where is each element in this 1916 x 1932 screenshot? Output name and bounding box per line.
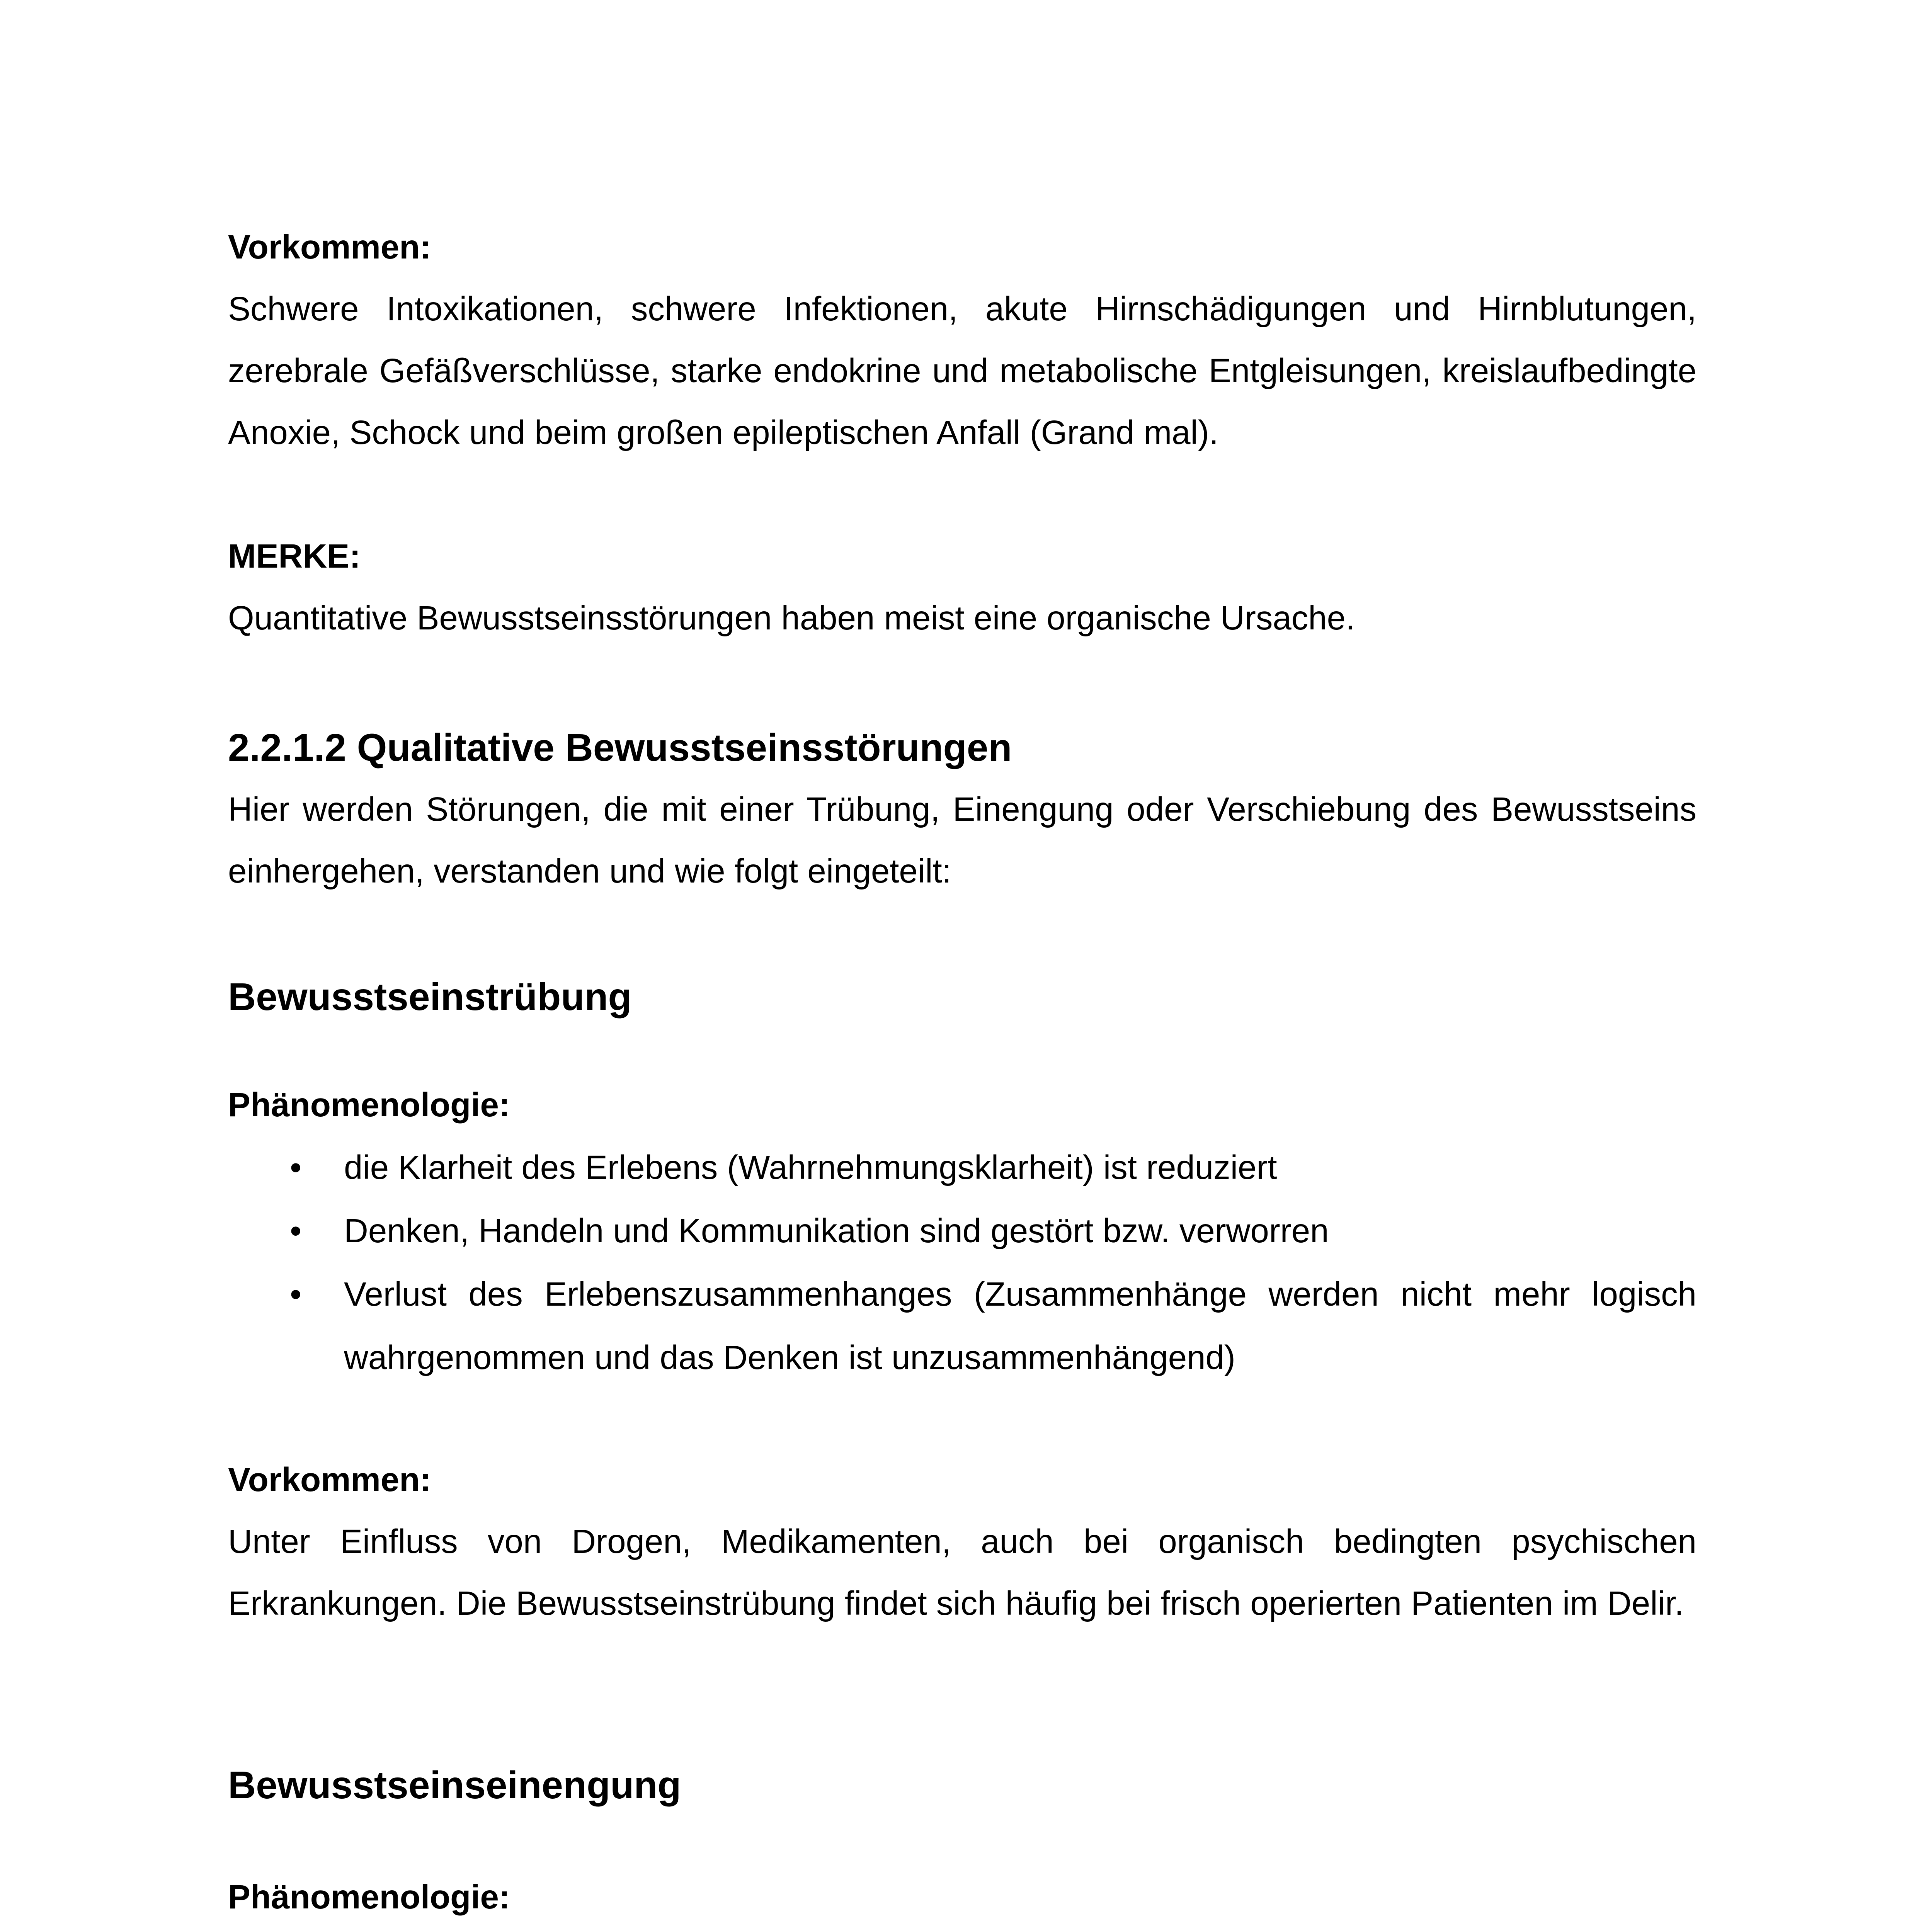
einengung-heading-block	[228, 1754, 1696, 1816]
merke-section	[228, 526, 1696, 649]
bullet-icon: •	[290, 1276, 302, 1313]
section-heading-qualitative: 2.2.1.2 Qualitative Bewusstseinsstörungen	[228, 726, 1012, 769]
truebung-phaenomenologie-label: Phänomenologie:	[228, 1086, 510, 1124]
bullet-icon: •	[290, 1149, 302, 1186]
vorkommen-text: Schwere Intoxikationen, schwere Infektionen, akute Hirnschädigungen und Hirnblutungen, zerebrale Gefäßverschlüsse, starke endokrine und metabolische Entgleisungen, kreislaufbedingte Anoxie, Schock und beim großen epileptischen Anfall (Grand mal).	[228, 290, 1696, 451]
truebung-phaenomenologie	[228, 1074, 1696, 1389]
truebung-bullet-list	[228, 1136, 1696, 1389]
vorkommen-label: Vorkommen:	[228, 228, 431, 266]
list-item	[228, 1136, 1696, 1199]
truebung-heading-block	[228, 966, 1696, 1028]
merke-label: MERKE:	[228, 537, 361, 575]
bullet-icon: •	[290, 1212, 302, 1250]
vorkommen-label: Vorkommen:	[228, 1461, 431, 1498]
qualitative-intro: Hier werden Störungen, die mit einer Trübung, Einengung oder Verschiebung des Bewusstseins einhergehen, verstanden und wie folgt eingeteilt:	[228, 791, 1696, 890]
bullet-icon	[290, 1928, 301, 1932]
list-item-text: Denken, Handeln und Kommunikation sind gestört bzw. verworren	[344, 1212, 1329, 1250]
merke-text: Quantitative Bewusstseinsstörungen haben meist eine organische Ursache.	[228, 599, 1355, 637]
vorkommen-section-top	[228, 216, 1696, 464]
qualitative-section	[228, 717, 1696, 902]
einengung-heading: Bewusstseinseinengung	[228, 1764, 681, 1807]
einengung-bullet-list	[228, 1928, 1696, 1932]
einengung-phaenomenologie-label: Phänomenologie:	[228, 1878, 510, 1916]
vorkommen-text: Unter Einfluss von Drogen, Medikamenten, auch bei organisch bedingten psychischen Erkrankungen. Die Bewusstseinstrübung findet sich häufig bei frisch operierten Patienten im Delir.	[228, 1523, 1696, 1622]
list-item-text: Verlust des Erlebenszusammenhanges (Zusammenhänge werden nicht mehr logisch wahrgenommen und das Denken ist unzusammenhängend)	[344, 1276, 1696, 1376]
list-item	[228, 1199, 1696, 1263]
einengung-phaenomenologie	[228, 1866, 1696, 1932]
list-item	[228, 1263, 1696, 1389]
list-item-text: die Klarheit des Erlebens (Wahrnehmungsklarheit) ist reduziert	[344, 1149, 1277, 1186]
truebung-vorkommen	[228, 1449, 1696, 1634]
truebung-heading: Bewusstseinstrübung	[228, 975, 632, 1019]
list-item	[228, 1928, 1696, 1932]
